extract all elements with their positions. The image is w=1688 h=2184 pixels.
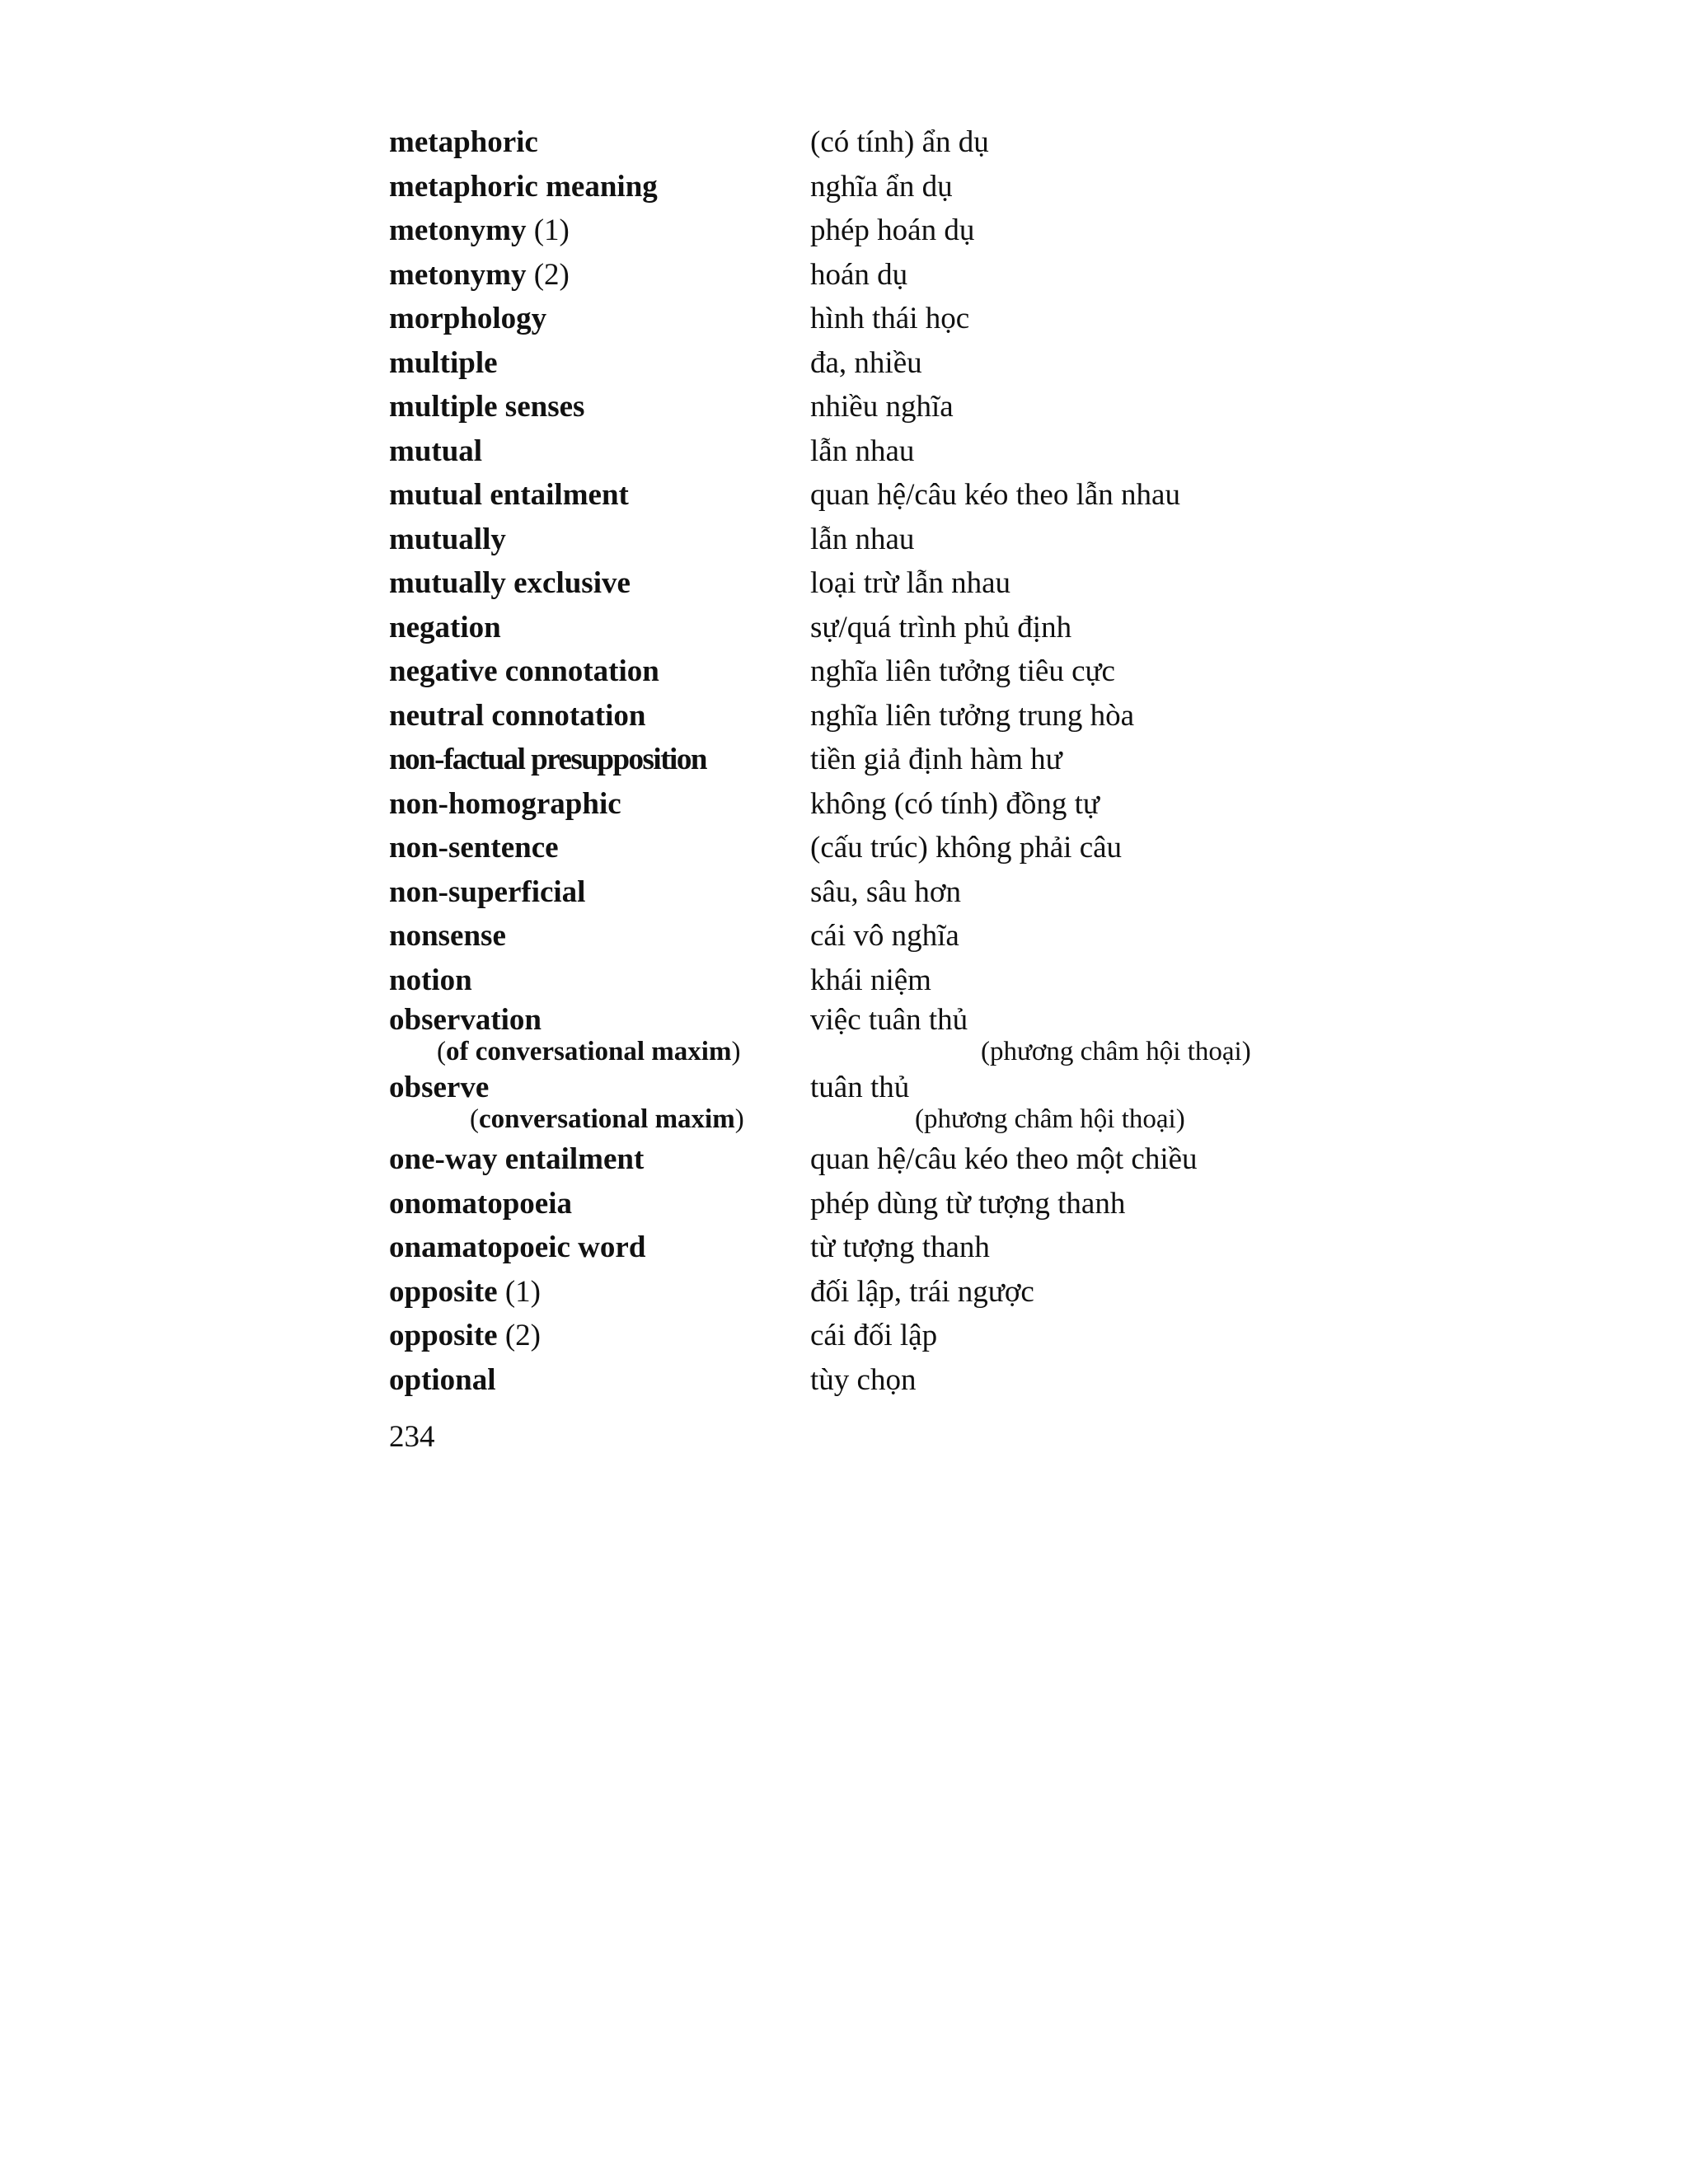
entry-translation: phép dùng từ tượng thanh	[810, 1186, 1126, 1221]
sense-number: (2)	[497, 1319, 541, 1352]
entry-translation: quan hệ/câu kéo theo một chiều	[810, 1142, 1198, 1176]
entry-translation: việc tuân thủ	[810, 1003, 968, 1037]
entry-term: notion	[389, 963, 472, 997]
glossary-entry	[389, 738, 1345, 782]
entry-translation: hoán dụ	[810, 257, 908, 292]
sense-number: (2)	[526, 257, 570, 292]
entry-translation: tiền giả định hàm hư	[810, 743, 1062, 776]
glossary-entry	[389, 606, 1345, 650]
entry-term: non-factual presupposition	[389, 743, 706, 776]
entry-term: optional	[389, 1362, 496, 1397]
glossary-entry	[389, 1226, 1345, 1270]
page-number: 234	[389, 1420, 435, 1454]
entry-term: multiple	[389, 345, 498, 380]
entry-term: observation	[389, 1003, 542, 1037]
entry-translation: sự/quá trình phủ định	[810, 610, 1072, 644]
entry-translation: sâu, sâu hơn	[810, 874, 961, 909]
glossary-entry	[389, 341, 1345, 386]
glossary-list	[389, 120, 1345, 1402]
entry-translation: lẫn nhau	[810, 522, 915, 556]
entry-term: non-superficial	[389, 874, 586, 909]
glossary-entry	[389, 1358, 1345, 1403]
entry-translation: tuân thủ	[810, 1071, 910, 1104]
entry-term: negative connotation	[389, 654, 659, 688]
entry-term: non-sentence	[389, 831, 559, 865]
entry-term: opposite (1)	[389, 1274, 541, 1309]
entry-term: onomatopoeia	[389, 1186, 572, 1221]
entry-translation: không (có tính) đồng tự	[810, 786, 1100, 821]
entry-term: metonymy (1)	[389, 213, 570, 247]
glossary-entry	[389, 297, 1345, 341]
entry-term: metonymy (2)	[389, 257, 570, 292]
glossary-entry	[389, 518, 1345, 562]
entry-term: observe	[389, 1071, 490, 1104]
glossary-entry	[389, 473, 1345, 518]
entry-translation: cái đối lập	[810, 1319, 938, 1352]
entry-translation: khái niệm	[810, 963, 931, 997]
entry-translation: loại trừ lẫn nhau	[810, 566, 1011, 600]
glossary-entry	[389, 649, 1345, 694]
sense-number: (1)	[526, 213, 570, 247]
entry-translation: hình thái học	[810, 302, 970, 335]
glossary-entry	[389, 694, 1345, 738]
entry-term: onamatopoeic word	[389, 1230, 646, 1264]
entry-translation: đa, nhiều	[810, 345, 922, 380]
entry-translation: (có tính) ẩn dụ	[810, 125, 989, 159]
glossary-entry	[389, 1002, 1345, 1070]
entry-translation: (cấu trúc) không phải câu	[810, 831, 1123, 865]
sense-number: (1)	[497, 1274, 541, 1309]
entry-term-qualifier: (of conversational maxim)	[437, 1037, 741, 1066]
entry-term: metaphoric meaning	[389, 169, 658, 204]
glossary-entry	[389, 826, 1345, 870]
glossary-entry	[389, 1270, 1345, 1315]
entry-term: opposite (2)	[389, 1319, 541, 1352]
entry-term: mutual	[389, 434, 483, 468]
entry-translation: nhiều nghĩa	[810, 390, 954, 424]
entry-translation: nghĩa ẩn dụ	[810, 169, 953, 204]
entry-term: metaphoric	[389, 125, 538, 159]
entry-translation: lẫn nhau	[810, 434, 915, 468]
glossary-entry	[389, 1182, 1345, 1226]
entry-translation-qualifier: (phương châm hội thoại)	[981, 1037, 1251, 1066]
entry-term: mutually exclusive	[389, 566, 631, 600]
glossary-entry	[389, 209, 1345, 253]
glossary-entry	[389, 782, 1345, 827]
glossary-entry	[389, 1070, 1345, 1137]
entry-translation: quan hệ/câu kéo theo lẫn nhau	[810, 478, 1180, 512]
entry-translation: nghĩa liên tưởng trung hòa	[810, 698, 1135, 733]
entry-term: non-homographic	[389, 786, 621, 821]
entry-term: multiple senses	[389, 390, 585, 424]
entry-translation: phép hoán dụ	[810, 213, 975, 247]
entry-translation: cái vô nghĩa	[810, 919, 959, 953]
glossary-entry	[389, 165, 1345, 209]
entry-translation-qualifier: (phương châm hội thoại)	[915, 1104, 1185, 1134]
glossary-entry	[389, 914, 1345, 958]
glossary-entry	[389, 385, 1345, 429]
entry-term: morphology	[389, 302, 547, 335]
entry-term: mutual entailment	[389, 478, 629, 512]
glossary-entry	[389, 561, 1345, 606]
entry-term: nonsense	[389, 919, 506, 953]
glossary-entry	[389, 120, 1345, 165]
entry-translation: từ tượng thanh	[810, 1230, 990, 1264]
entry-term: neutral connotation	[389, 698, 646, 733]
entry-term: mutually	[389, 522, 506, 556]
glossary-entry	[389, 870, 1345, 915]
entry-translation: tùy chọn	[810, 1362, 917, 1397]
glossary-entry	[389, 958, 1345, 1003]
entry-translation: nghĩa liên tưởng tiêu cực	[810, 654, 1115, 688]
glossary-entry	[389, 253, 1345, 298]
entry-term: negation	[389, 610, 501, 644]
glossary-entry	[389, 1137, 1345, 1182]
entry-term: one-way entailment	[389, 1142, 645, 1176]
glossary-entry	[389, 1314, 1345, 1358]
glossary-entry	[389, 429, 1345, 474]
entry-translation: đối lập, trái ngược	[810, 1274, 1034, 1309]
entry-term-qualifier: (conversational maxim)	[470, 1104, 744, 1134]
